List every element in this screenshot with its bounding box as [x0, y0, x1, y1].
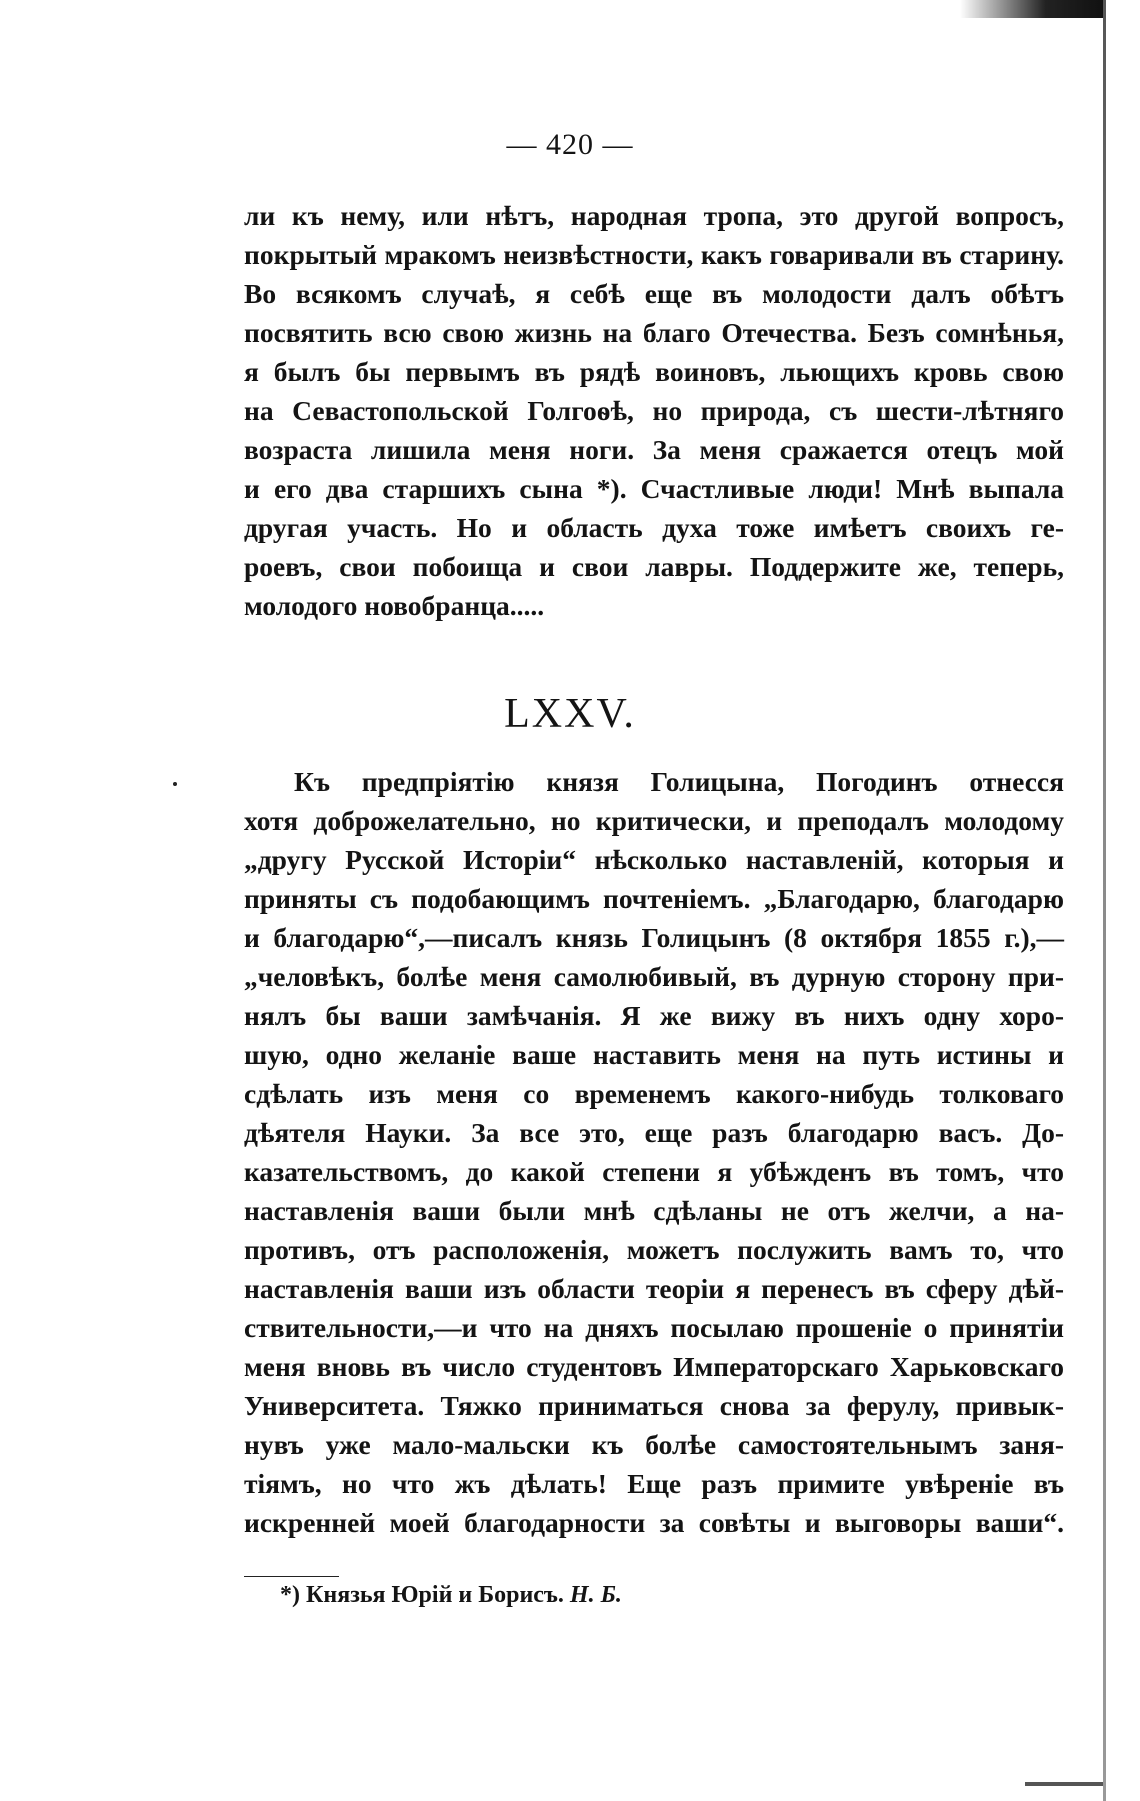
- page-number: — 420 —: [506, 128, 634, 161]
- paragraph-line: искренней моей благодарности за совѣты и выговоры ваши“.: [244, 1507, 1064, 1538]
- paragraph-line: дѣятеля Науки. За все это, еще разъ благодарю васъ. До-: [244, 1117, 1064, 1148]
- paragraph-line: Во всякомъ случаѣ, я себѣ еще въ молодости далъ обѣтъ: [244, 278, 1064, 309]
- paragraph-line: тіямъ, но что жъ дѣлать! Еще разъ примите увѣреніе въ: [244, 1468, 1064, 1499]
- paragraph-line: Къ предпріятію князя Голицына, Погодинъ отнесся: [294, 766, 1064, 797]
- footnote: [280, 1582, 622, 1609]
- paragraph-line: нялъ бы ваши замѣчанія. Я же вижу въ нихъ одну хоро-: [244, 1000, 1064, 1031]
- paragraph-line: нувъ уже мало-мальски къ болѣе самостоятельнымъ заня-: [244, 1429, 1064, 1460]
- scan-edge-artifact-right: [1103, 0, 1106, 1801]
- stray-ink-dot: [173, 782, 177, 786]
- paragraph-line: Университета. Тяжко приниматься снова за ферулу, привык-: [244, 1390, 1064, 1421]
- paragraph-line: и его два старшихъ сына *). Счастливые люди! Мнѣ выпала: [244, 473, 1064, 504]
- paragraph-line: я былъ бы первымъ въ рядѣ воиновъ, льющихъ кровь свою: [244, 356, 1064, 387]
- paragraph-line: хотя доброжелательно, но критически, и преподалъ молодому: [244, 805, 1064, 836]
- paragraph-line: меня вновь въ число студентовъ Императорскаго Харьковскаго: [244, 1351, 1064, 1382]
- paragraph-line: роевъ, свои побоища и свои лавры. Поддержите же, теперь,: [244, 551, 1064, 582]
- paragraph-line: наставленія ваши изъ области теоріи я перенесъ въ сферу дѣй-: [244, 1273, 1064, 1304]
- paragraph-line: шую, одно желаніе ваше наставить меня на путь истины и: [244, 1039, 1064, 1070]
- paragraph-line: и благодарю“,—писалъ князь Голицынъ (8 октября 1855 г.),—: [244, 922, 1064, 953]
- paragraph-line: покрытый мракомъ неизвѣстности, какъ говаривали въ старину.: [244, 239, 1064, 270]
- paragraph-line: молодого новобранца.....: [244, 590, 545, 621]
- paragraph-line: приняты съ подобающимъ почтеніемъ. „Благодарю, благодарю: [244, 883, 1064, 914]
- paragraph-line: ли къ нему, или нѣтъ, народная тропа, это другой вопросъ,: [244, 200, 1064, 231]
- footnote-divider: [244, 1576, 339, 1577]
- scan-edge-artifact-top: [960, 0, 1103, 18]
- paragraph-line: наставленія ваши были мнѣ сдѣланы не отъ желчи, а на-: [244, 1195, 1064, 1226]
- paragraph-line: казательствомъ, до какой степени я убѣжденъ въ томъ, что: [244, 1156, 1064, 1187]
- paragraph-line: сдѣлать изъ меня со временемъ какого-нибудь толковаго: [244, 1078, 1064, 1109]
- paragraph-line: возраста лишила меня ноги. За меня сражается отецъ мой: [244, 434, 1064, 465]
- paragraph-line: другая участь. Но и область духа тоже имѣетъ своихъ ге-: [244, 512, 1064, 543]
- paragraph-line: на Севастопольской Голгоѳѣ, но природа, съ шести-лѣтняго: [244, 395, 1064, 426]
- paragraph-line: посвятить всю свою жизнь на благо Отечества. Безъ сомнѣнья,: [244, 317, 1064, 348]
- paragraph-line: „человѣкъ, болѣе меня самолюбивый, въ дурную сторону при-: [244, 961, 1064, 992]
- paragraph-line: противъ, отъ расположенія, можетъ послужить вамъ то, что: [244, 1234, 1064, 1265]
- section-heading: LXXV.: [504, 691, 636, 737]
- scan-edge-artifact-bottom: [1025, 1782, 1103, 1786]
- paragraph-line: ствительности,—и что на дняхъ посылаю прошеніе о принятіи: [244, 1312, 1064, 1343]
- paragraph-line: „другу Русской Исторіи“ нѣсколько наставленій, которыя и: [244, 844, 1064, 875]
- footnote-text: *) Князья Юрій и Борисъ.: [280, 1582, 564, 1608]
- footnote-signature: Н. Б.: [569, 1582, 622, 1608]
